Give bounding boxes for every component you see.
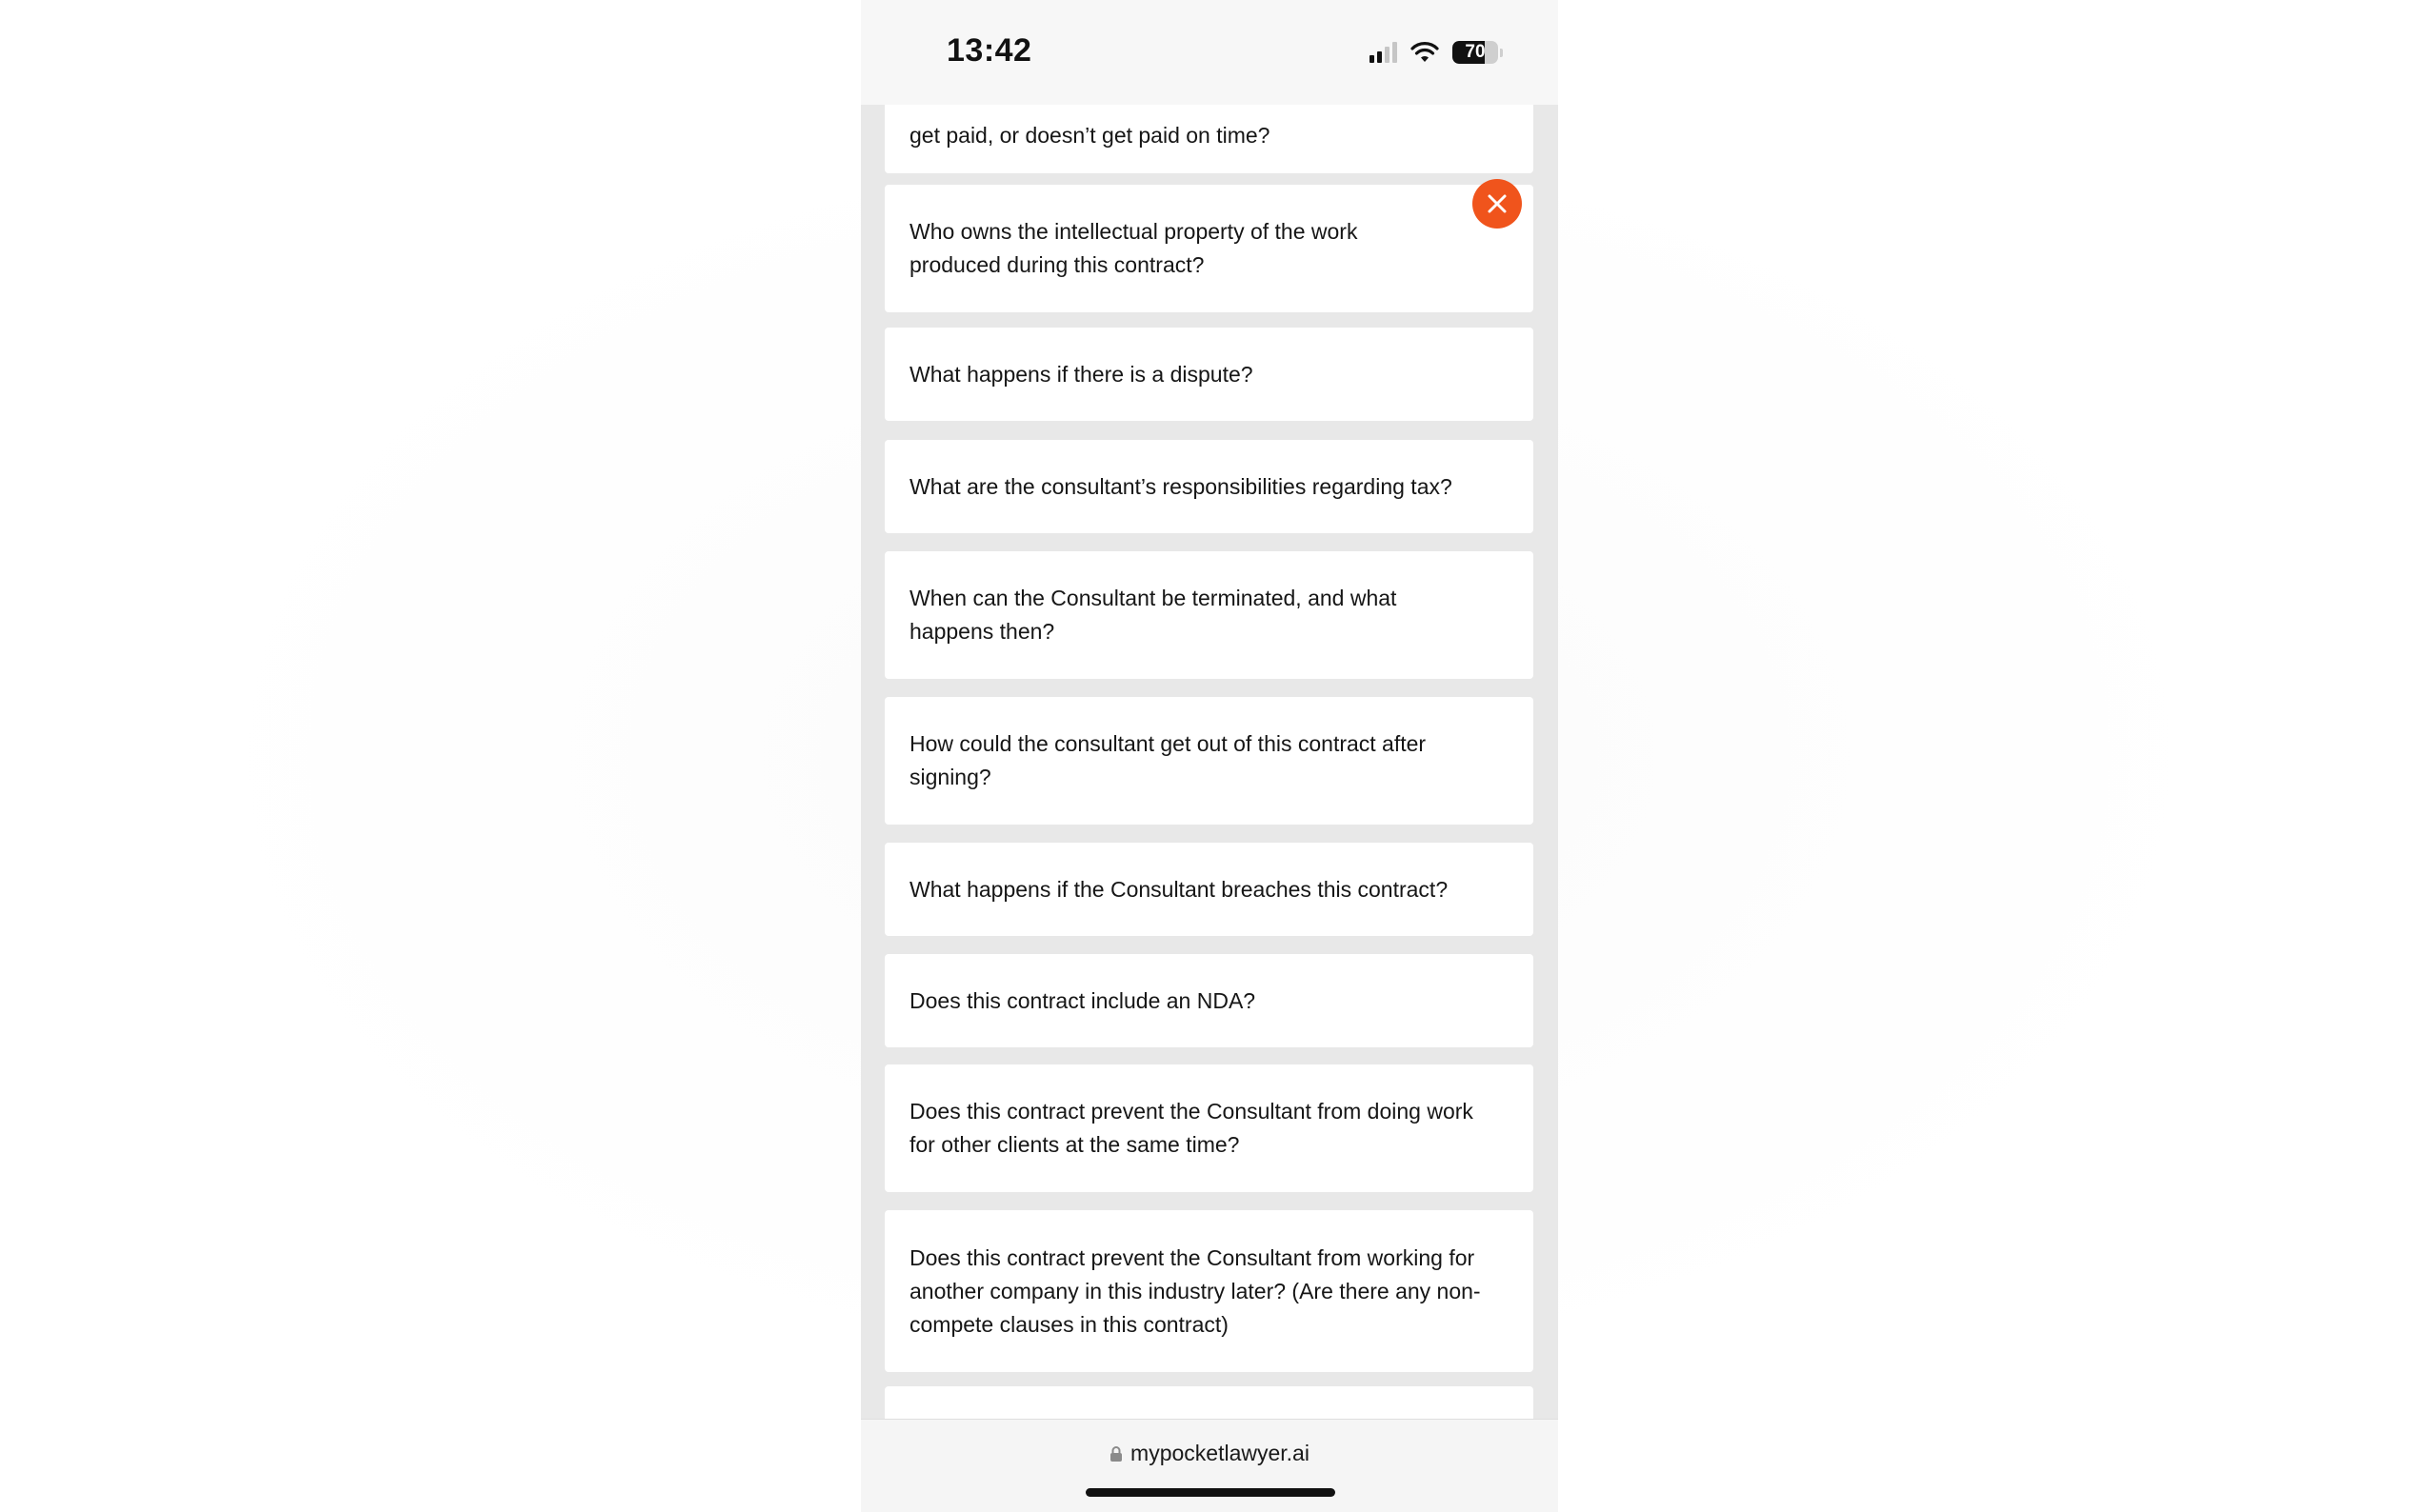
question-card[interactable] <box>885 1386 1533 1419</box>
question-card[interactable] <box>885 954 1533 1047</box>
question-card[interactable] <box>885 843 1533 936</box>
lock-icon <box>1110 1445 1123 1462</box>
url-text: mypocketlawyer.ai <box>1130 1441 1309 1465</box>
question-text: When can the Consultant be terminated, and what happens then? <box>910 586 1397 644</box>
question-text: What are the consultant’s responsibilities regarding tax? <box>910 473 1452 499</box>
question-text: Does this contract prevent the Consultant from working for another company in this industry later? (Are there any non-compete clauses in this contract) <box>910 1244 1481 1337</box>
question-card[interactable] <box>885 697 1533 825</box>
question-card[interactable] <box>885 328 1533 421</box>
status-bar <box>861 0 1558 105</box>
address-bar[interactable] <box>861 1441 1558 1466</box>
question-text: Does this contract include an NDA? <box>910 987 1256 1013</box>
question-card[interactable] <box>885 1064 1533 1192</box>
battery-cap <box>1500 49 1503 57</box>
question-card[interactable] <box>885 185 1533 312</box>
question-text: What happens if the Consultant breaches this contract? <box>910 876 1449 902</box>
question-text: Who owns the intellectual property of the work produced during this contract? <box>910 219 1358 277</box>
battery-icon <box>1452 41 1498 64</box>
question-list[interactable] <box>861 105 1558 1419</box>
close-button[interactable] <box>1472 179 1522 229</box>
cellular-signal-icon <box>1369 42 1397 63</box>
question-card[interactable] <box>885 1210 1533 1372</box>
browser-bottom-bar <box>861 1419 1558 1512</box>
battery-percent: 70 <box>1465 42 1486 62</box>
question-card[interactable] <box>885 551 1533 679</box>
wifi-icon <box>1410 41 1439 64</box>
question-text: get paid, or doesn’t get paid on time? <box>910 122 1270 148</box>
question-text: Does this contract prevent the Consultant from doing work for other clients at the same time? <box>910 1099 1473 1157</box>
question-text: What happens if there is a dispute? <box>910 361 1253 387</box>
status-time: 13:42 <box>947 32 1032 69</box>
status-icons <box>1369 36 1503 69</box>
home-indicator[interactable] <box>1086 1488 1335 1497</box>
phone-screen <box>861 0 1558 1512</box>
question-card[interactable] <box>885 105 1533 173</box>
question-text: How could the consultant get out of this contract after signing? <box>910 731 1427 789</box>
close-icon <box>1487 193 1508 214</box>
question-card[interactable] <box>885 440 1533 533</box>
